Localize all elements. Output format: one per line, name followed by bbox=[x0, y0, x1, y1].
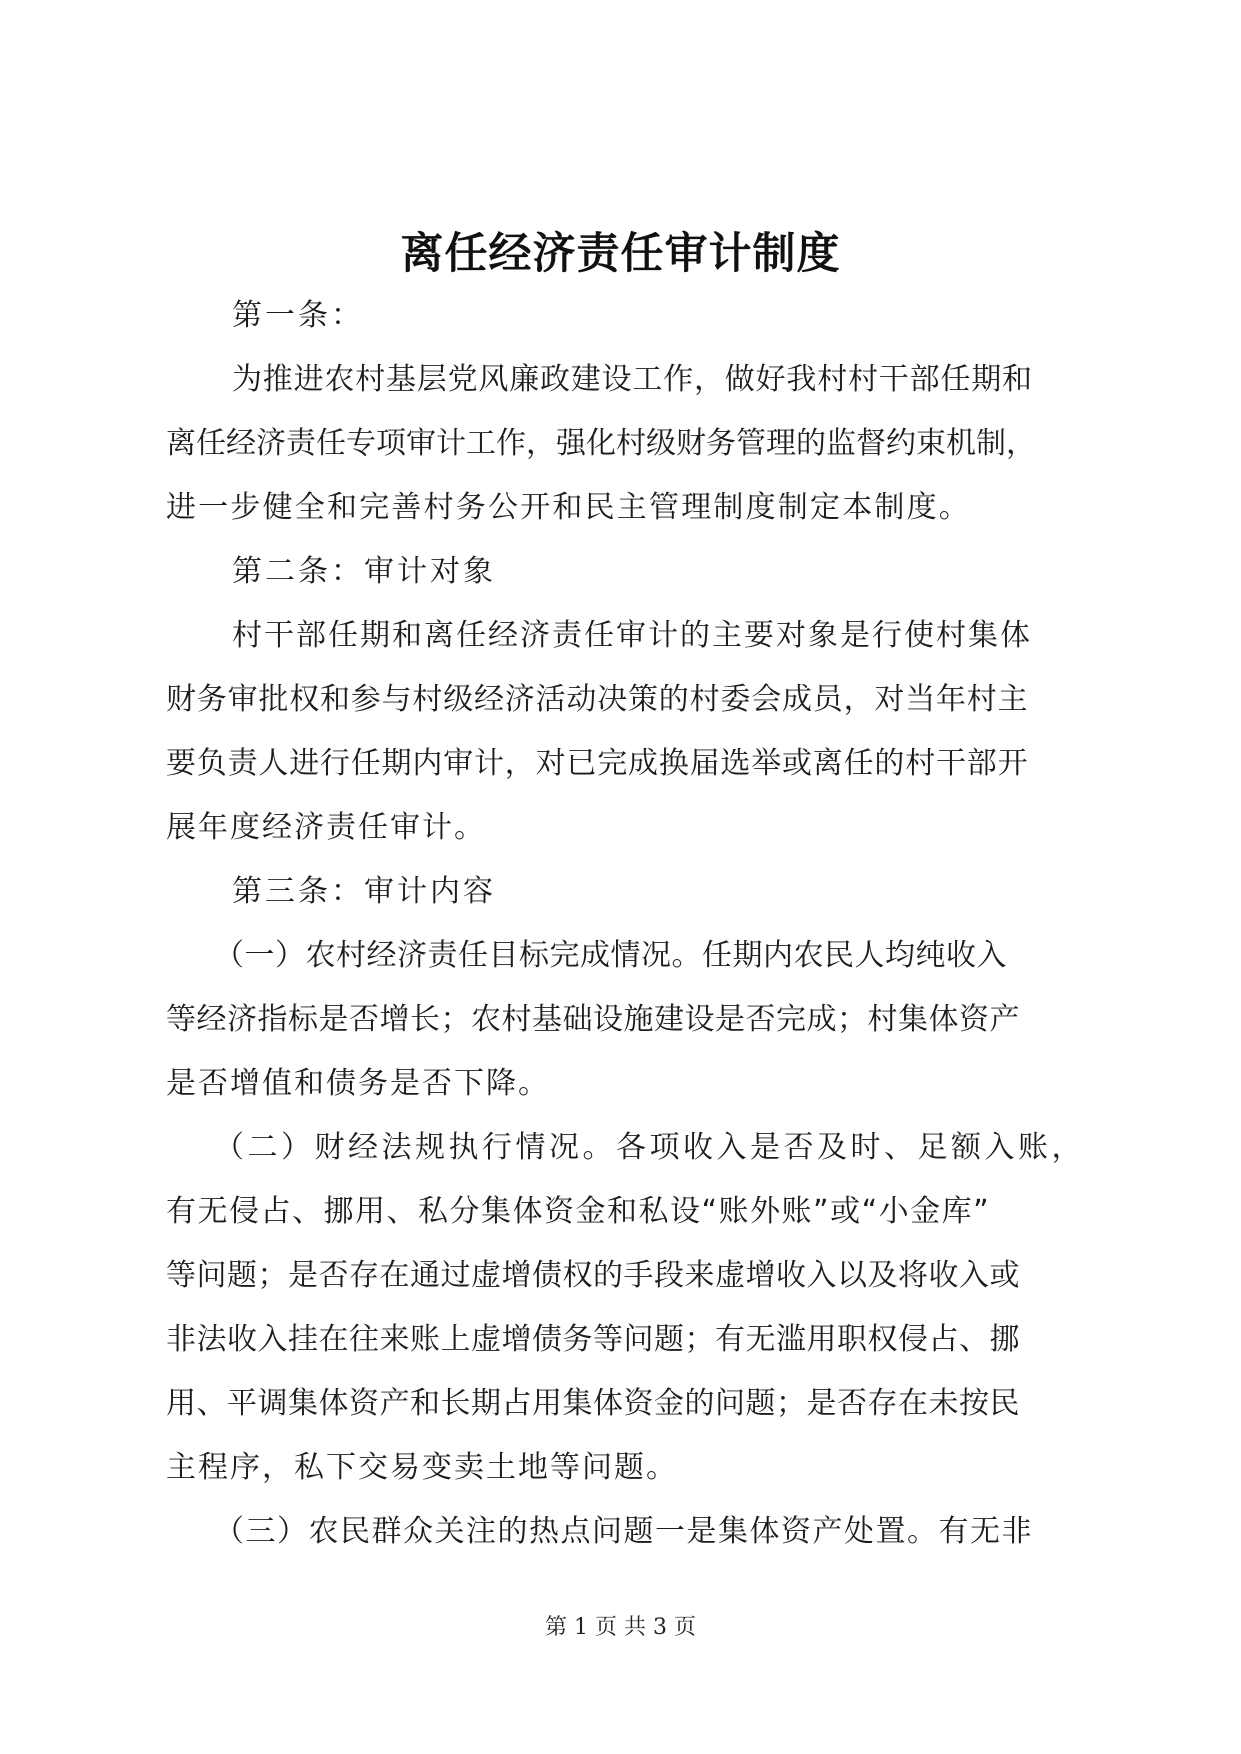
text-line: 有无侵占、挪用、私分集体资金和私设“账外账”或“小金库” bbox=[166, 1194, 991, 1229]
text-line: 非法收入挂在往来账上虚增债务等问题；有无滥用职权侵占、挪 bbox=[166, 1322, 1020, 1357]
text-line: （三）农民群众关注的热点问题一是集体资产处置。有无非 bbox=[214, 1514, 1033, 1549]
text-line: 离任经济责任专项审计工作，强化村级财务管理的监督约束机制， bbox=[166, 426, 1036, 461]
text-line: 是否增值和债务是否下降。 bbox=[166, 1066, 550, 1101]
text-line: （二）财经法规执行情况。各项收入是否及时、足额入账， bbox=[214, 1130, 1085, 1165]
text-line: 展年度经济责任审计。 bbox=[166, 810, 486, 845]
document-body bbox=[166, 284, 1085, 1564]
text-line: 主程序，私下交易变卖土地等问题。 bbox=[166, 1450, 678, 1485]
page-footer: 第 1 页 共 3 页 bbox=[545, 1615, 696, 1640]
text-line: 用、平调集体资产和长期占用集体资金的问题；是否存在未按民 bbox=[166, 1386, 1020, 1421]
text-line: 为推进农村基层党风廉政建设工作，做好我村村干部任期和 bbox=[232, 362, 1033, 397]
text-line: （一）农村经济责任目标完成情况。任期内农民人均纯收入 bbox=[214, 938, 1007, 973]
text-line: 村干部任期和离任经济责任审计的主要对象是行使村集体 bbox=[232, 618, 1032, 653]
text-line: 第三条：审计内容 bbox=[232, 874, 496, 909]
text-line: 第一条： bbox=[232, 298, 364, 333]
text-line: 等经济指标是否增长；农村基础设施建设是否完成；村集体资产 bbox=[166, 1002, 1020, 1037]
text-line: 等问题；是否存在通过虚增债权的手段来虚增收入以及将收入或 bbox=[166, 1258, 1020, 1293]
document-title: 离任经济责任审计制度 bbox=[400, 229, 841, 279]
text-line: 进一步健全和完善村务公开和民主管理制度制定本制度。 bbox=[166, 490, 971, 525]
text-line: 第二条：审计对象 bbox=[232, 554, 496, 589]
text-line: 要负责人进行任期内审计，对已完成换届选举或离任的村干部开 bbox=[166, 746, 1029, 781]
text-line: 财务审批权和参与村级经济活动决策的村委会成员，对当年村主 bbox=[166, 682, 1029, 717]
